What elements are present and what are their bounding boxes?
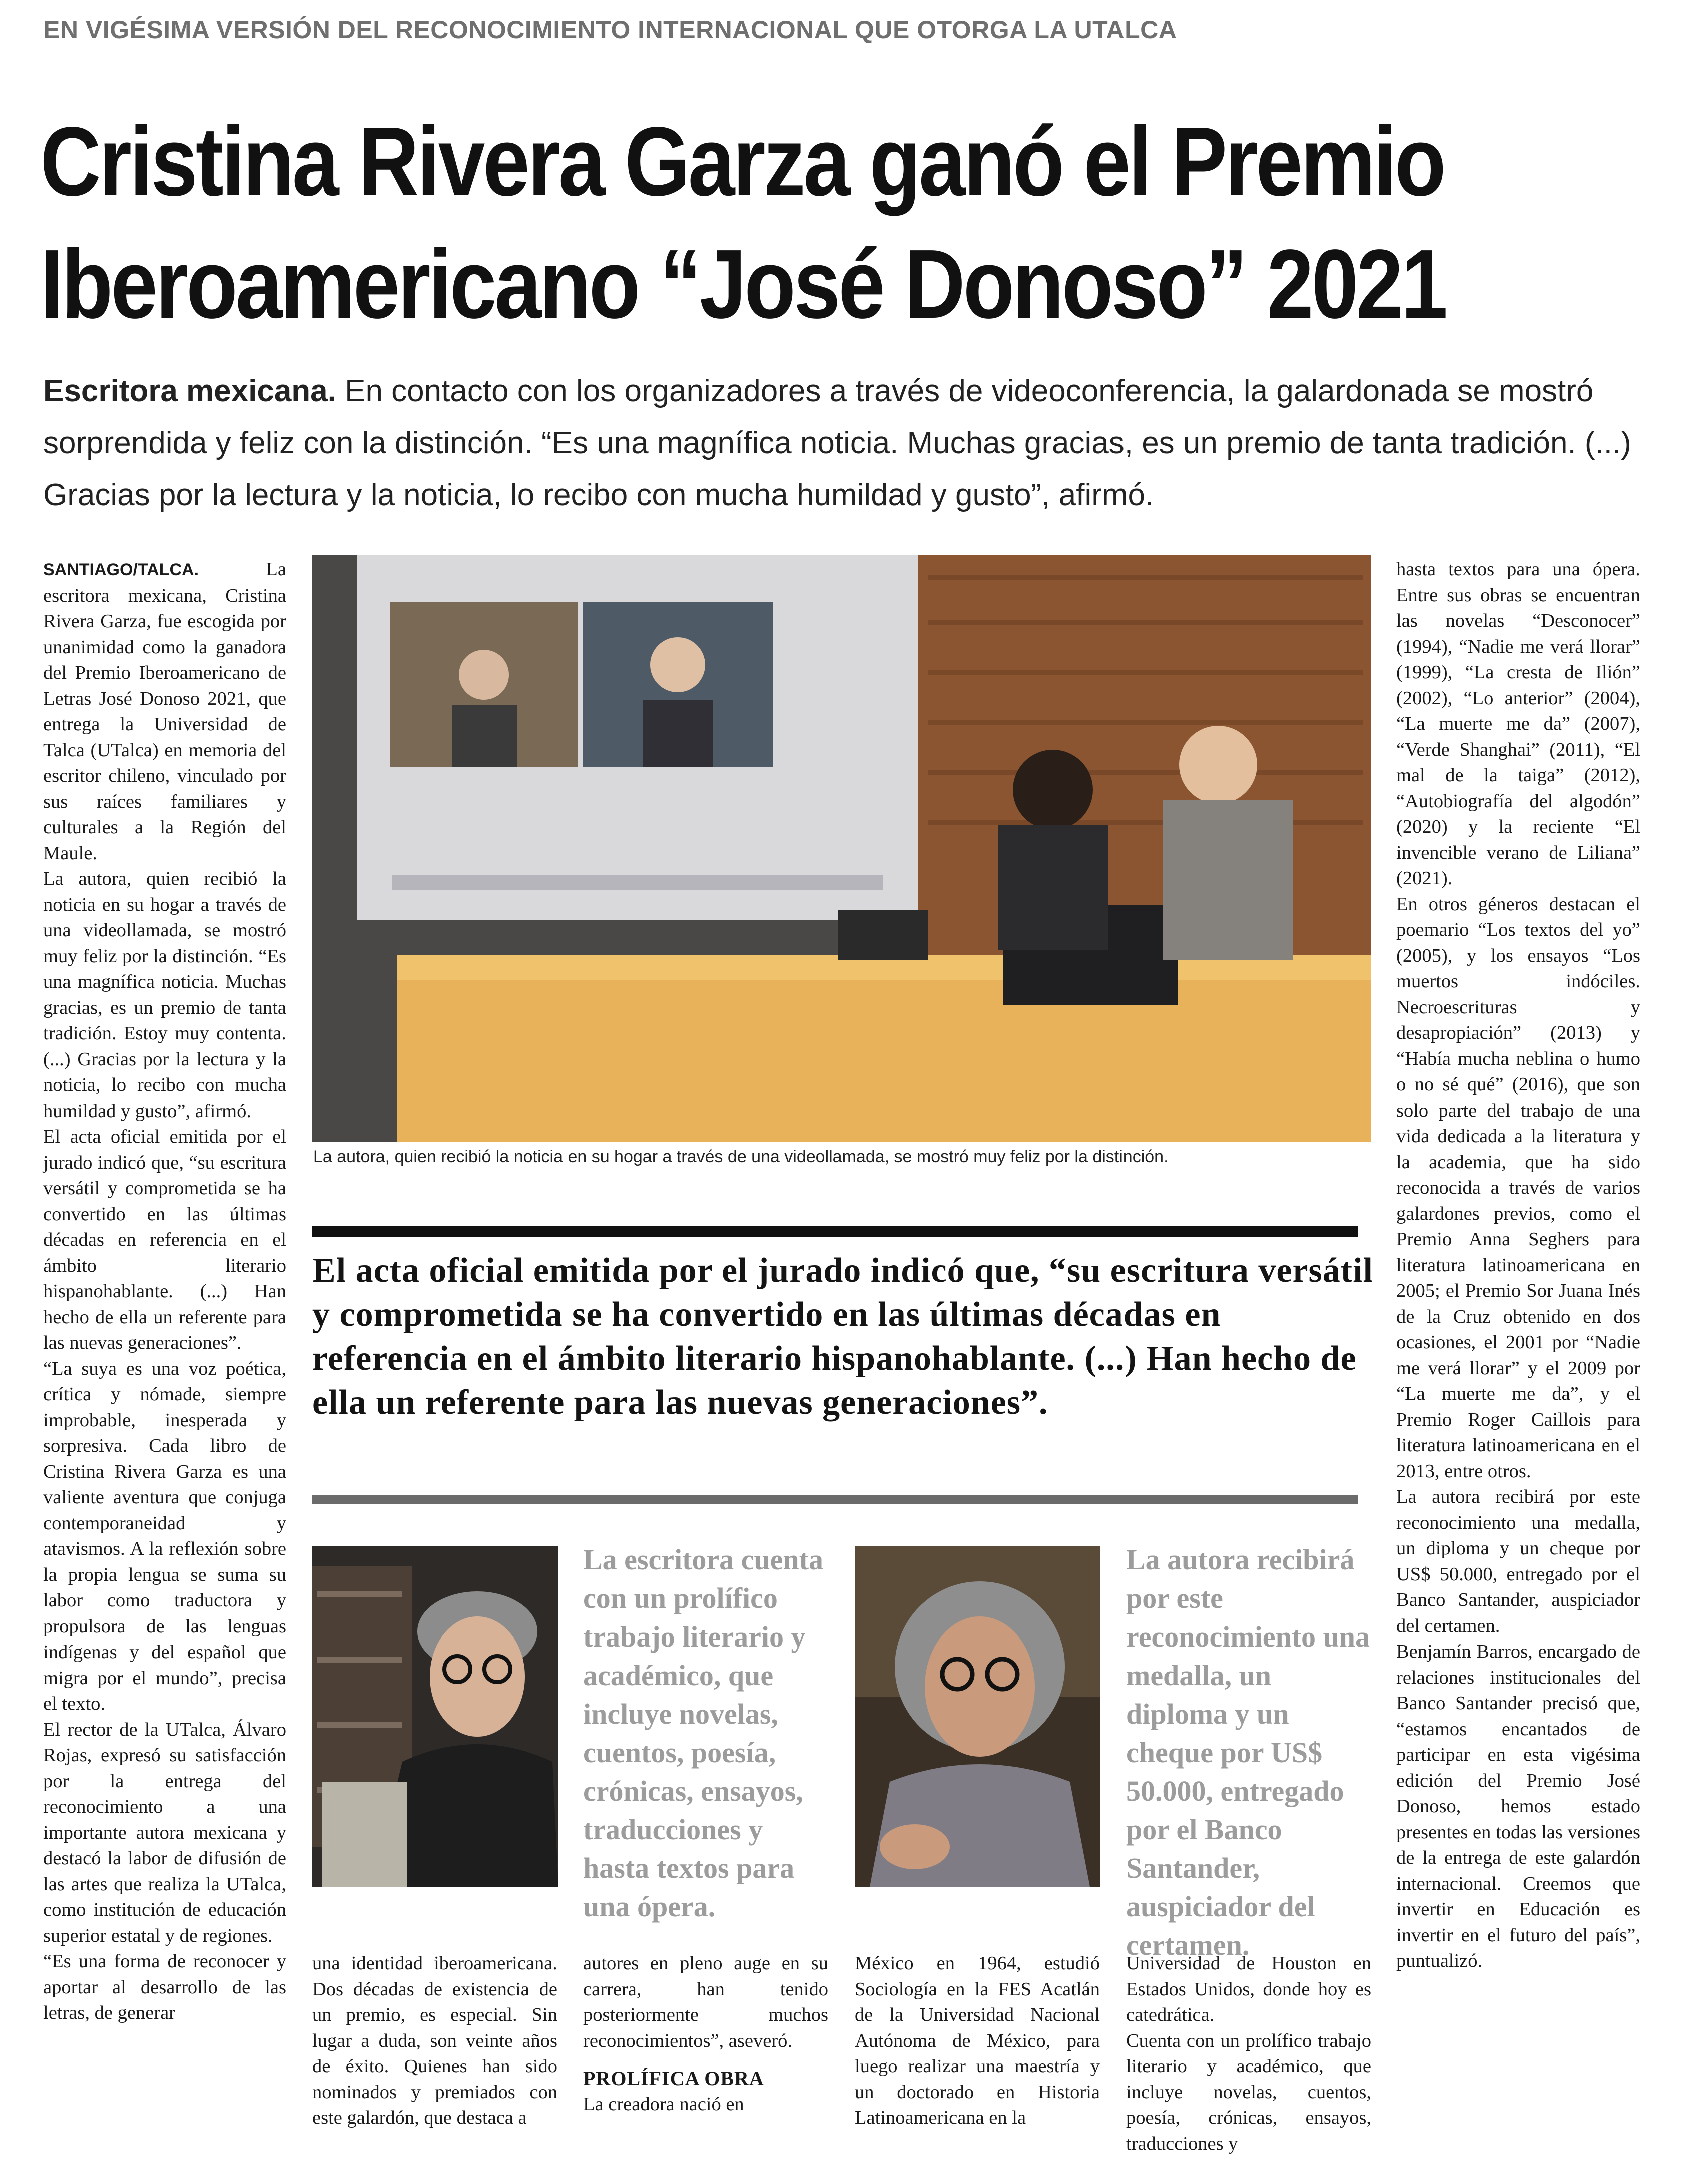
headline-line-1: Cristina Rivera Garza ganó el Premio bbox=[40, 107, 1444, 216]
kicker: EN VIGÉSIMA VERSIÓN DEL RECONOCIMIENTO INTERNACIONAL QUE OTORGA LA UTALCA bbox=[43, 16, 1177, 44]
paragraph: Universidad de Houston en Estados Unidos, donde hoy es catedrática. bbox=[1126, 1953, 1371, 2025]
photo-caption: La autora, quien recibió la noticia en su hogar a través de una videollamada, se mostró muy feliz por la distinción. bbox=[313, 1147, 1169, 1166]
paragraph: El rector de la UTalca, Álvaro Rojas, expresó su satisfacción por la entrega del reconocimiento a una importante autora mexicana y destacó la labor de difusión de las artes que realiza la UTalca, como institución de educación superior estatal y de regiones. bbox=[43, 1719, 286, 1946]
author-portrait-bookshelf bbox=[312, 1546, 558, 1887]
paragraph: En otros géneros destacan el poemario “Los textos del yo” (2005), y los ensayos “Los muertos indóciles. Necroescrituras y desapropiación” (2013) y “Había mucha neblina o humo o no sé qué” (2016), que son solo parte del trabajo de una vida dedicada a la literatura y la academia, que ha sido reconocida a través de varios galardones previos, como el Premio Anna Seghers para literatura latinoamericana en 2005; el Premio Sor Juana Inés de la Cruz obtenido en dos ocasiones, el 2001 por “Nadie me verá llorar” y el 2009 por “La muerte me da”, y el Premio Roger Caillois para literatura latinoamericana en el 2013, entre otros. bbox=[1396, 893, 1640, 1482]
body-column-3 bbox=[583, 1951, 828, 2117]
paragraph: El acta oficial emitida por el jurado indicó que, “su escritura versátil y comprometida se ha convertido en las últimas décadas en referencia en el ámbito literario hispanohablante. (...) Han hecho de ella un referente para las nuevas generaciones”. bbox=[43, 1126, 286, 1353]
pullquote-rule-bottom bbox=[312, 1495, 1358, 1504]
pullquote-rule-top bbox=[312, 1226, 1358, 1237]
paragraph: Benjamín Barros, encargado de relaciones institucionales del Banco Santander precisó que, “estamos encantados de participar en esta vigésima edición del Premio José Donoso, hemos estado presentes en todas las versiones de la entrega de este galardón internacional. Creemos que invertir en Educación es invertir en el futuro del país”, puntualizó. bbox=[1396, 1641, 1640, 1971]
portrait-photo-1 bbox=[312, 1546, 558, 1887]
main-photo bbox=[312, 555, 1371, 1142]
author-portrait-speaking bbox=[855, 1546, 1100, 1887]
paragraph: “La suya es una voz poética, crítica y nómade, siempre improbable, inesperada y sorpresiva. Cada libro de Cristina Rivera Garza es una valiente aventura que conjuga contemporaneidad y atavismos. A la reflexión sobre la propia lengua se suma su labor como traductora y propulsora de las lenguas indígenas y del español que migra por el mundo”, precisa el texto. bbox=[43, 1358, 286, 1714]
body-column-4 bbox=[855, 1951, 1100, 2131]
paragraph-text: La escritora mexicana, Cristina Rivera Garza, fue escogida por unanimidad como la ganadora del Premio Iberoamericano de Letras José Donoso 2021, que entrega la Universidad de Talca (UTalca) en memoria del escritor chileno, vinculado por sus raíces familiares y culturales a la Región del Maule. bbox=[43, 559, 286, 864]
highlight-quote-2: La autora recibirá por este reconocimiento una medalla, un diploma y un cheque por US$ 50.000, entregado por el Banco Santander, auspiciador del certamen. bbox=[1126, 1543, 1370, 1961]
headline-line-2: Iberoamericano “José Donoso” 2021 bbox=[40, 229, 1446, 339]
body-column-5 bbox=[1126, 1951, 1371, 2157]
paragraph: México en 1964, estudió Sociología en la FES Acatlán de la Universidad Nacional Autónoma de México, para luego realizar una maestría y un doctorado en Historia Latinoamericana en la bbox=[855, 1953, 1100, 2128]
body-column-2 bbox=[312, 1951, 557, 2131]
videoconference-photo bbox=[312, 555, 1371, 1142]
lead-label: Escritora mexicana. bbox=[43, 374, 336, 408]
paragraph: La creadora nació en bbox=[583, 2093, 744, 2115]
highlight-quote-1: La escritora cuenta con un prolífico trabajo literario y académico, que incluye novelas, cuentos, poesía, crónicas, ensayos, traducciones y hasta textos para una ópera. bbox=[583, 1543, 823, 1923]
headline bbox=[40, 100, 1632, 345]
paragraph: “Es una forma de reconocer y aportar al desarrollo de las letras, de generar bbox=[43, 1951, 286, 2023]
paragraph bbox=[43, 557, 286, 866]
paragraph: Cuenta con un prolífico trabajo literario y académico, que incluye novelas, cuentos, poesía, crónicas, ensayos, traducciones y bbox=[1126, 2030, 1371, 2154]
portrait-photo-2 bbox=[855, 1546, 1100, 1887]
paragraph: una identidad iberoamericana. Dos décadas de existencia de un premio, es especial. Sin lugar a duda, son veinte años de éxito. Quienes han sido nominados y premiados con este galardón, que destaca a bbox=[312, 1953, 557, 2128]
paragraph: La autora, quien recibió la noticia en su hogar a través de una videollamada, se mostró muy feliz por la distinción. “Es una magnífica noticia. Muchas gracias, es un premio de tanta tradición. Estoy muy contenta. (...) Gracias por la lectura y la noticia, lo recibo con mucha humildad y gusto”, afirmó. bbox=[43, 868, 286, 1122]
paragraph: hasta textos para una ópera. Entre sus obras se encuentran las novelas “Desconocer” (1994), “Nadie me verá llorar” (1999), “La cresta de Ilión” (2002), “Lo anterior” (2004), “La muerte me da” (2007), “Verde Shanghai” (2011), “El mal de la taiga” (2012), “Autobiografía del algodón” (2020) y la reciente “El invencible verano de Liliana” (2021). bbox=[1396, 559, 1640, 889]
body-column-1 bbox=[43, 557, 286, 2026]
paragraph: autores en pleno auge en su carrera, han tenido posteriormente muchos reconocimientos”, aseveró. bbox=[583, 1953, 828, 2051]
lead-text: En contacto con los organizadores a través de videoconferencia, la galardonada se mostró sorprendida y feliz con la distinción. “Es una magnífica noticia. Muchas gracias, es un premio de tanta tradición. (...) Gracias por la lectura y la noticia, lo recibo con mucha humildad y gusto”, afirmó. bbox=[43, 374, 1631, 512]
body-column-6 bbox=[1396, 557, 1640, 1974]
pullquote: El acta oficial emitida por el jurado indicó que, “su escritura versátil y comprometida se ha convertido en las últimas décadas en referencia en el ámbito literario hispanohablante. (...) Han hecho de ella un referente para las nuevas generaciones”. bbox=[312, 1251, 1373, 1422]
lead-paragraph bbox=[43, 365, 1639, 521]
paragraph: La autora recibirá por este reconocimiento una medalla, un diploma y un cheque por US$ 50.000, entregado por el Banco Santander, auspiciador del certamen. bbox=[1396, 1486, 1640, 1636]
dateline: SANTIAGO/TALCA. bbox=[43, 560, 199, 579]
subhead-prolifica-obra: PROLÍFICA OBRA bbox=[583, 2067, 764, 2090]
